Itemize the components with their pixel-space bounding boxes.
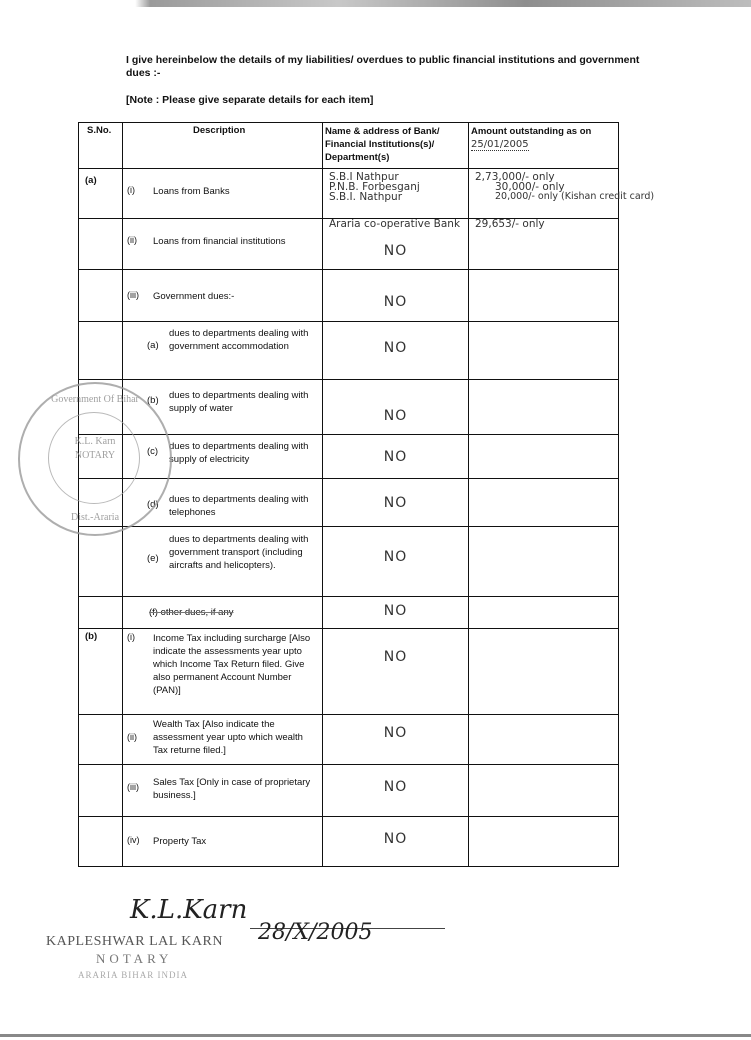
value-no: NO: [383, 649, 408, 665]
scan-bottom-edge: [0, 1034, 751, 1037]
amount-line: 20,000/- only (Kishan credit card): [495, 191, 655, 202]
value-no: NO: [383, 408, 408, 424]
value-no: NO: [383, 549, 408, 565]
table-row: [79, 527, 619, 597]
row-label-a: (a): [85, 175, 97, 186]
bank-line: Araria co-operative Bank: [329, 218, 461, 230]
value-no: NO: [383, 831, 408, 847]
amounts-cell: [469, 169, 655, 219]
value-no: NO: [383, 449, 408, 465]
value-no: NO: [383, 779, 408, 795]
stamp-name: K.L. Karn: [74, 436, 116, 447]
intro-text: I give hereinbelow the details of my liabilities/ overdues to public financial institutions and government dues :-: [126, 54, 640, 79]
table-row: [79, 270, 619, 322]
notary-place: ARARIA BIHAR INDIA: [78, 970, 188, 980]
table-row: [79, 629, 619, 715]
value-no: NO: [383, 495, 408, 511]
scan-top-edge: [0, 0, 751, 7]
row-description: Wealth Tax [Also indicate the assessment year upto which wealth Tax returne filed.]: [153, 719, 303, 756]
row-description: Income Tax including surcharge [Also indicate the assessments year upto which Income Tax Return filed. Give also permanent Account Number (PAN)]: [153, 633, 311, 696]
row-number: (ii): [127, 235, 137, 245]
row-number: (ii): [127, 732, 137, 742]
row-letter: (d): [147, 499, 159, 510]
row-description: dues to departments dealing with telephones: [169, 494, 309, 518]
row-letter: (e): [147, 553, 159, 564]
row-number: (iii): [127, 290, 139, 300]
row-number: (i): [127, 632, 135, 642]
table-row: [79, 322, 619, 380]
header-description: Description: [123, 123, 323, 169]
row-letter: (b): [147, 395, 159, 406]
row-description: dues to departments dealing with supply of electricity: [169, 441, 309, 465]
signature: K.L.Karn: [130, 895, 248, 925]
row-description: Loans from Banks: [153, 186, 230, 197]
bank-line: S.B.I Nathpur: [329, 171, 399, 183]
bank-line: P.N.B. Forbesganj: [329, 181, 420, 193]
notary-title: NOTARY: [96, 951, 173, 966]
header-bank: Name & address of Bank/ Financial Institutions(s)/ Department(s): [323, 123, 469, 169]
row-description: dues to departments dealing with government transport (including aircrafts and helicopters).: [169, 534, 309, 571]
signature-date: 28/X/2005: [258, 920, 373, 945]
bank-line: S.B.I. Nathpur: [329, 191, 403, 203]
row-description: Loans from financial institutions: [153, 236, 286, 247]
table-row: [79, 715, 619, 765]
table-row: [79, 765, 619, 817]
value-no: NO: [383, 243, 408, 259]
row-description: dues to departments dealing with government accommodation: [169, 328, 309, 352]
header-sno: S.No.: [79, 123, 123, 169]
notary-round-stamp: [18, 382, 172, 536]
stamp-title: NOTARY: [74, 450, 116, 461]
amount-header-date: 25/01/2005: [471, 139, 529, 150]
table-header-row: [79, 123, 619, 169]
value-no: NO: [383, 294, 408, 310]
note-text: [Note : Please give separate details for each item]: [126, 94, 374, 106]
row-number: (i): [127, 185, 135, 195]
value-no: NO: [383, 340, 408, 356]
value-no: NO: [383, 725, 408, 741]
row-description: Property Tax: [153, 836, 207, 847]
row-number: (iii): [127, 782, 139, 792]
row-description: Sales Tax [Only in case of proprietary business.]: [153, 777, 311, 801]
amount-line: 2,73,000/- only: [475, 171, 555, 183]
value-no: NO: [383, 603, 408, 619]
table-row: [79, 817, 619, 867]
row-number: (iv): [127, 835, 140, 845]
table-row: [79, 219, 619, 270]
row-description: dues to departments dealing with supply of water: [169, 390, 309, 414]
row-letter: (c): [147, 446, 159, 457]
stamp-place: Dist.-Araria: [70, 512, 120, 523]
notary-name: KAPLESHWAR LAL KARN: [46, 934, 223, 949]
row-label-b: (b): [85, 631, 98, 642]
amount-line: 30,000/- only: [495, 181, 565, 193]
amount-header-prefix: Amount outstanding as on: [471, 126, 592, 137]
stamp-top-text: Government Of Bihar: [51, 394, 139, 405]
table-row: [79, 169, 619, 219]
row-description: (f) other dues, if any: [149, 607, 234, 618]
amount-line: 29,653/- only: [475, 218, 545, 230]
row-letter: (a): [147, 340, 159, 351]
header-amount: [469, 123, 619, 169]
bank-names-cell: [323, 169, 469, 219]
table-row: [79, 597, 619, 629]
row-description: Government dues:-: [153, 291, 235, 302]
